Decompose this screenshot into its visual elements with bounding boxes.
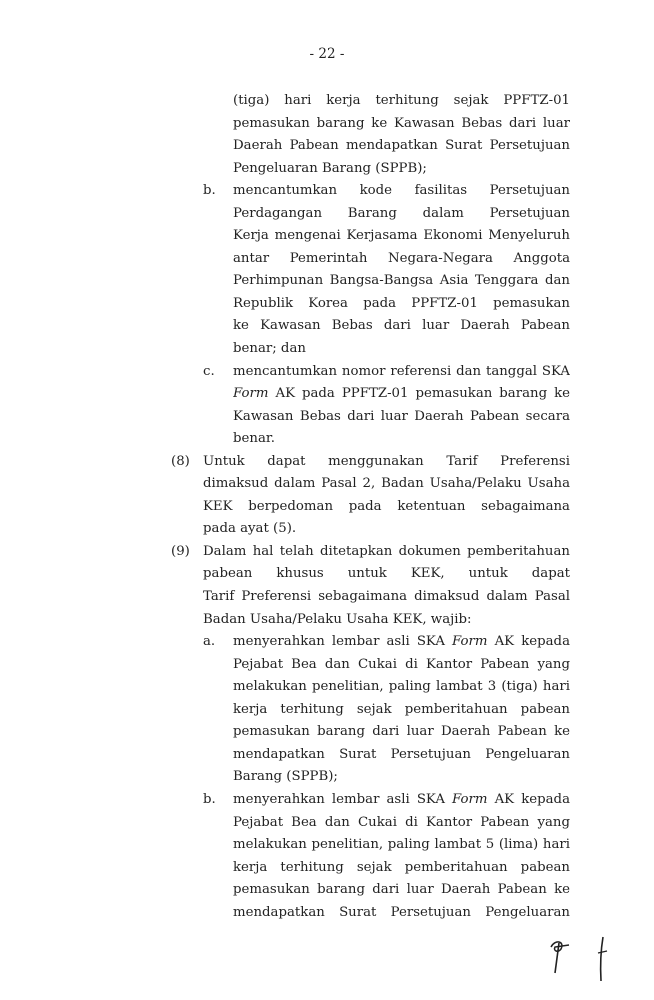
line-text	[233, 428, 570, 451]
text-segment: Badan Usaha/Pelaku Usaha KEK, wajib:	[203, 611, 472, 627]
text-line	[0, 631, 654, 654]
text-segment: AK kepada	[487, 791, 570, 807]
line-text	[233, 789, 570, 812]
text-line	[0, 338, 654, 361]
text-segment: (tiga) hari kerja terhitung sejak PPFTZ-01	[233, 93, 570, 108]
text-segment: Untuk dapat menggunakan Tarif Preferensi	[203, 453, 570, 469]
line-text	[233, 248, 570, 271]
line-text	[233, 383, 570, 406]
text-line	[0, 315, 654, 338]
text-segment: pemasukan barang dari luar Daerah Pabean ke	[233, 882, 570, 898]
line-text	[233, 879, 570, 902]
text-line	[0, 902, 654, 925]
line-text	[233, 834, 570, 857]
text-line	[0, 496, 654, 519]
list-marker: c.	[203, 363, 215, 379]
line-text	[233, 699, 570, 722]
list-marker: a.	[203, 634, 216, 650]
text-segment: kerja terhitung sejak pemberitahuan pabean	[233, 859, 570, 875]
line-text	[203, 451, 570, 474]
text-line	[0, 361, 654, 384]
line-text	[233, 203, 570, 226]
line-text	[233, 654, 570, 677]
text-segment: pemasukan barang dari luar Daerah Pabean ke	[233, 724, 570, 740]
line-text	[233, 744, 570, 767]
text-line	[0, 518, 654, 541]
text-line	[0, 406, 654, 429]
text-line	[0, 135, 654, 158]
text-line	[0, 541, 654, 564]
line-text	[203, 541, 570, 564]
line-text	[233, 338, 570, 361]
line-text	[203, 496, 570, 519]
text-segment: Republik Korea pada PPFTZ-01 pemasukan	[233, 295, 570, 311]
text-line	[0, 225, 654, 248]
text-line	[0, 248, 654, 271]
line-text	[203, 563, 570, 586]
text-segment: Pejabat Bea dan Cukai di Kantor Pabean yang	[233, 656, 570, 672]
text-segment: menyerahkan lembar asli SKA	[233, 634, 453, 650]
line-text	[233, 721, 570, 744]
text-line	[0, 158, 654, 181]
text-segment: mencantumkan nomor referensi dan tanggal SKA	[233, 363, 570, 379]
text-segment: pada ayat (5).	[203, 521, 297, 537]
italic-term: Form	[233, 386, 269, 402]
text-line	[0, 113, 654, 136]
text-segment: Perhimpunan Bangsa-Bangsa Asia Tenggara dan	[233, 273, 570, 289]
line-text	[233, 361, 570, 384]
text-line	[0, 586, 654, 609]
text-segment: melakukan penelitian, paling lambat 5 (lima) hari	[233, 837, 570, 853]
line-text	[233, 857, 570, 880]
italic-term: Form	[452, 791, 488, 807]
text-line	[0, 857, 654, 880]
list-marker: b.	[203, 791, 216, 807]
line-text	[203, 586, 570, 609]
text-line	[0, 812, 654, 835]
italic-term: Form	[452, 634, 488, 650]
text-segment: menyerahkan lembar asli SKA	[233, 791, 453, 807]
list-marker: (8)	[171, 453, 190, 469]
text-line	[0, 428, 654, 451]
text-segment: Pengeluaran Barang (SPPB);	[233, 160, 427, 176]
line-text	[233, 225, 570, 248]
text-line	[0, 180, 654, 203]
text-segment: mendapatkan Surat Persetujuan Pengeluaran	[233, 904, 570, 920]
line-text	[233, 270, 570, 293]
line-text	[233, 113, 570, 136]
line-text	[233, 180, 570, 203]
text-segment: pabean khusus untuk KEK, untuk dapat	[203, 566, 570, 582]
line-text	[233, 812, 570, 835]
document-body	[0, 90, 654, 924]
text-segment: ke Kawasan Bebas dari luar Daerah Pabean	[233, 318, 570, 334]
text-segment: Perdagangan Barang dalam Persetujuan	[233, 205, 570, 221]
line-text	[233, 158, 570, 181]
text-line	[0, 721, 654, 744]
line-text	[233, 406, 570, 429]
text-segment: antar Pemerintah Negara-Negara Anggota	[233, 250, 570, 266]
text-line	[0, 766, 654, 789]
text-segment: Tarif Preferensi sebagaimana dimaksud dalam Pasal	[203, 589, 570, 605]
line-text	[233, 90, 570, 113]
line-text	[233, 902, 570, 925]
text-line	[0, 699, 654, 722]
text-line	[0, 563, 654, 586]
text-segment: AK kepada	[487, 634, 570, 650]
text-segment: Kerja mengenai Kerjasama Ekonomi Menyeluruh	[233, 228, 570, 244]
line-text	[203, 473, 570, 496]
text-line	[0, 383, 654, 406]
text-line	[0, 473, 654, 496]
text-line	[0, 451, 654, 474]
text-line	[0, 879, 654, 902]
text-segment: benar.	[233, 431, 275, 447]
text-segment: benar; dan	[233, 341, 306, 357]
text-segment: melakukan penelitian, paling lambat 3 (tiga) hari	[233, 679, 570, 695]
line-text	[233, 135, 570, 158]
text-line	[0, 789, 654, 812]
text-line	[0, 203, 654, 226]
line-text	[233, 315, 570, 338]
text-segment: Daerah Pabean mendapatkan Surat Persetujuan	[233, 138, 570, 154]
list-marker: b.	[203, 183, 216, 199]
text-segment: KEK berpedoman pada ketentuan sebagaimana	[203, 498, 570, 514]
text-segment: Dalam hal telah ditetapkan dokumen pemberitahuan	[203, 543, 570, 559]
page-number: - 22 -	[309, 46, 345, 62]
text-line	[0, 270, 654, 293]
line-text	[233, 631, 570, 654]
text-line	[0, 90, 654, 113]
text-segment: mendapatkan Surat Persetujuan Pengeluaran	[233, 746, 570, 762]
line-text	[233, 676, 570, 699]
line-text	[203, 609, 570, 632]
text-segment: Barang (SPPB);	[233, 769, 338, 785]
line-text	[203, 518, 570, 541]
text-line	[0, 676, 654, 699]
text-segment: dimaksud dalam Pasal 2, Badan Usaha/Pelaku Usaha	[203, 476, 570, 492]
line-text	[233, 766, 570, 789]
text-segment: pemasukan barang ke Kawasan Bebas dari luar	[233, 115, 570, 131]
text-segment: AK pada PPFTZ-01 pemasukan barang ke	[268, 386, 570, 402]
text-line	[0, 654, 654, 677]
paraf-signature-icon	[545, 925, 615, 985]
line-text	[233, 293, 570, 316]
text-line	[0, 293, 654, 316]
list-marker: (9)	[171, 543, 190, 559]
text-segment: Pejabat Bea dan Cukai di Kantor Pabean yang	[233, 814, 570, 830]
text-segment: Kawasan Bebas dari luar Daerah Pabean secara	[233, 408, 570, 424]
text-segment: mencantumkan kode fasilitas Persetujuan	[233, 183, 570, 199]
text-line	[0, 609, 654, 632]
text-segment: kerja terhitung sejak pemberitahuan pabean	[233, 701, 570, 717]
text-line	[0, 834, 654, 857]
text-line	[0, 744, 654, 767]
